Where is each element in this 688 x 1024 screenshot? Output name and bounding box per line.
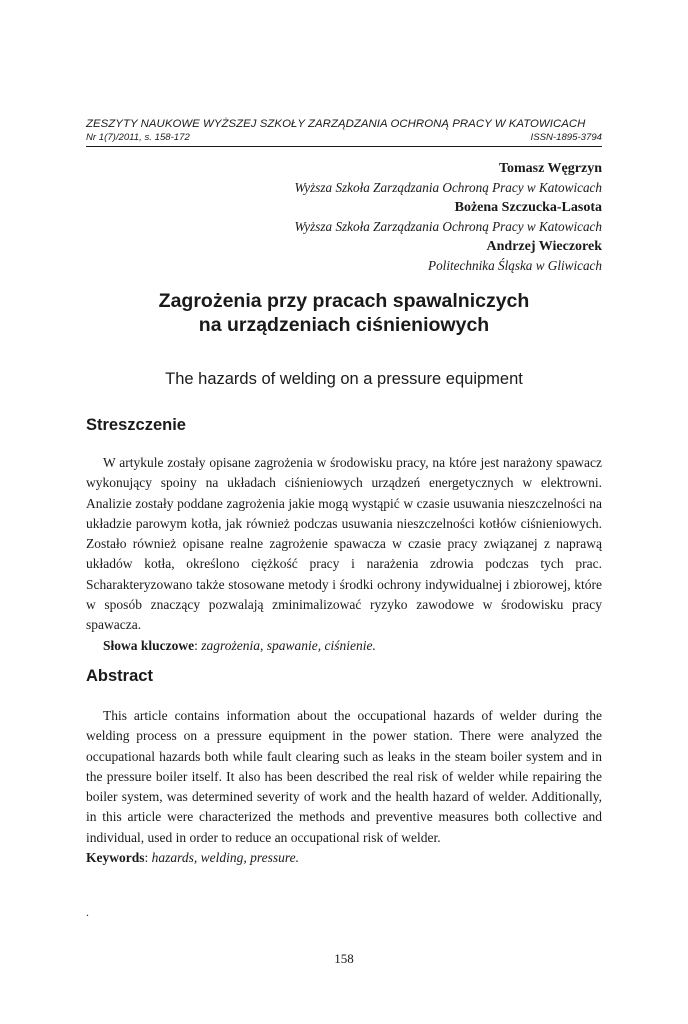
stray-dot: .: [86, 905, 89, 919]
keywords-label: Słowa kluczowe: [103, 637, 195, 653]
author-name: Bożena Szczucka-Lasota: [454, 200, 602, 215]
paper-title-en: The hazards of welding on a pressure equipment: [165, 370, 523, 388]
title-line: na urządzeniach ciśnieniowych: [198, 314, 490, 336]
author-block: [295, 159, 602, 276]
title-line: Zagrożenia przy pracach spawalniczych: [158, 290, 530, 312]
section-heading-streszczenie: Streszczenie: [86, 416, 186, 434]
keywords-values: zagrożenia, spawanie, ciśnienie.: [201, 637, 376, 653]
keywords-pl: Słowa kluczowe: zagrożenia, spawanie, ciśnienie.: [103, 637, 376, 653]
section-heading-abstract: Abstract: [86, 667, 153, 685]
journal-meta: [86, 132, 602, 144]
issue-info: Nr 1(7)/2011, s. 158-172: [86, 132, 190, 143]
author-name: Andrzej Wieczorek: [486, 239, 602, 254]
paper-title-pl: [86, 289, 602, 337]
author-affiliation: Politechnika Śląska w Gliwicach: [428, 258, 602, 273]
header-rule: [86, 146, 602, 147]
streszczenie-section: [86, 453, 602, 656]
abstract-section: [86, 706, 602, 868]
abstract-body: This article contains information about the occupational hazards of welder during the welding process on a pressure equipment in the power station. There were analyzed the occupational hazards both while fault clearing such as leaks in the steam boiler system and in the pressure boiler itself. It also has been described the real risk of welder while repairing the boiler system, was determined severity of work and the health hazard of welder. Additionally, in this article were characterized the methods and preventive measures both collective and individual, used in order to reduce an occupational risk of welder.: [86, 708, 602, 845]
issn: ISSN-1895-3794: [530, 132, 602, 143]
author-affiliation: Wyższa Szkoła Zarządzania Ochroną Pracy w Katowicach: [294, 180, 602, 195]
keywords-en: Keywords: hazards, welding, pressure.: [86, 850, 300, 866]
keywords-values: hazards, welding, pressure.: [151, 850, 300, 866]
page-number: 158: [334, 951, 354, 966]
streszczenie-body: W artykule zostały opisane zagrożenia w środowisku pracy, na które jest narażony spawacz wykonujący spoiny na układach ciśnieniowych urządzeń energetycznych w elektrowni. Analizie zostały poddane zagrożenia jakie mogą wystąpić w czasie usuwania nieszczelności na układzie parowym kotła, jak również podczas usuwania nieszczelności kotłów ciśnieniowych. Zostało również opisane realne zagrożenie spawacza w czasie pracy związanej z naprawą układów kotła, określono ciężkość pracy i narażenia zdrowia podczas tych prac. Scharakteryzowano także stosowane metody i środki ochrony indywidualnej i zbiorowej, które w sposób znaczący pozwalają zminimalizować ryzyko zawodowe w środowisku pracy spawacza.: [86, 455, 602, 633]
journal-title: ZESZYTY NAUKOWE WYŻSZEJ SZKOŁY ZARZĄDZANIA OCHRONĄ PRACY W KATOWICACH: [86, 118, 586, 130]
author-name: Tomasz Węgrzyn: [498, 161, 602, 176]
keywords-label: Keywords: [86, 850, 145, 866]
author-affiliation: Wyższa Szkoła Zarządzania Ochroną Pracy w Katowicach: [294, 219, 602, 234]
